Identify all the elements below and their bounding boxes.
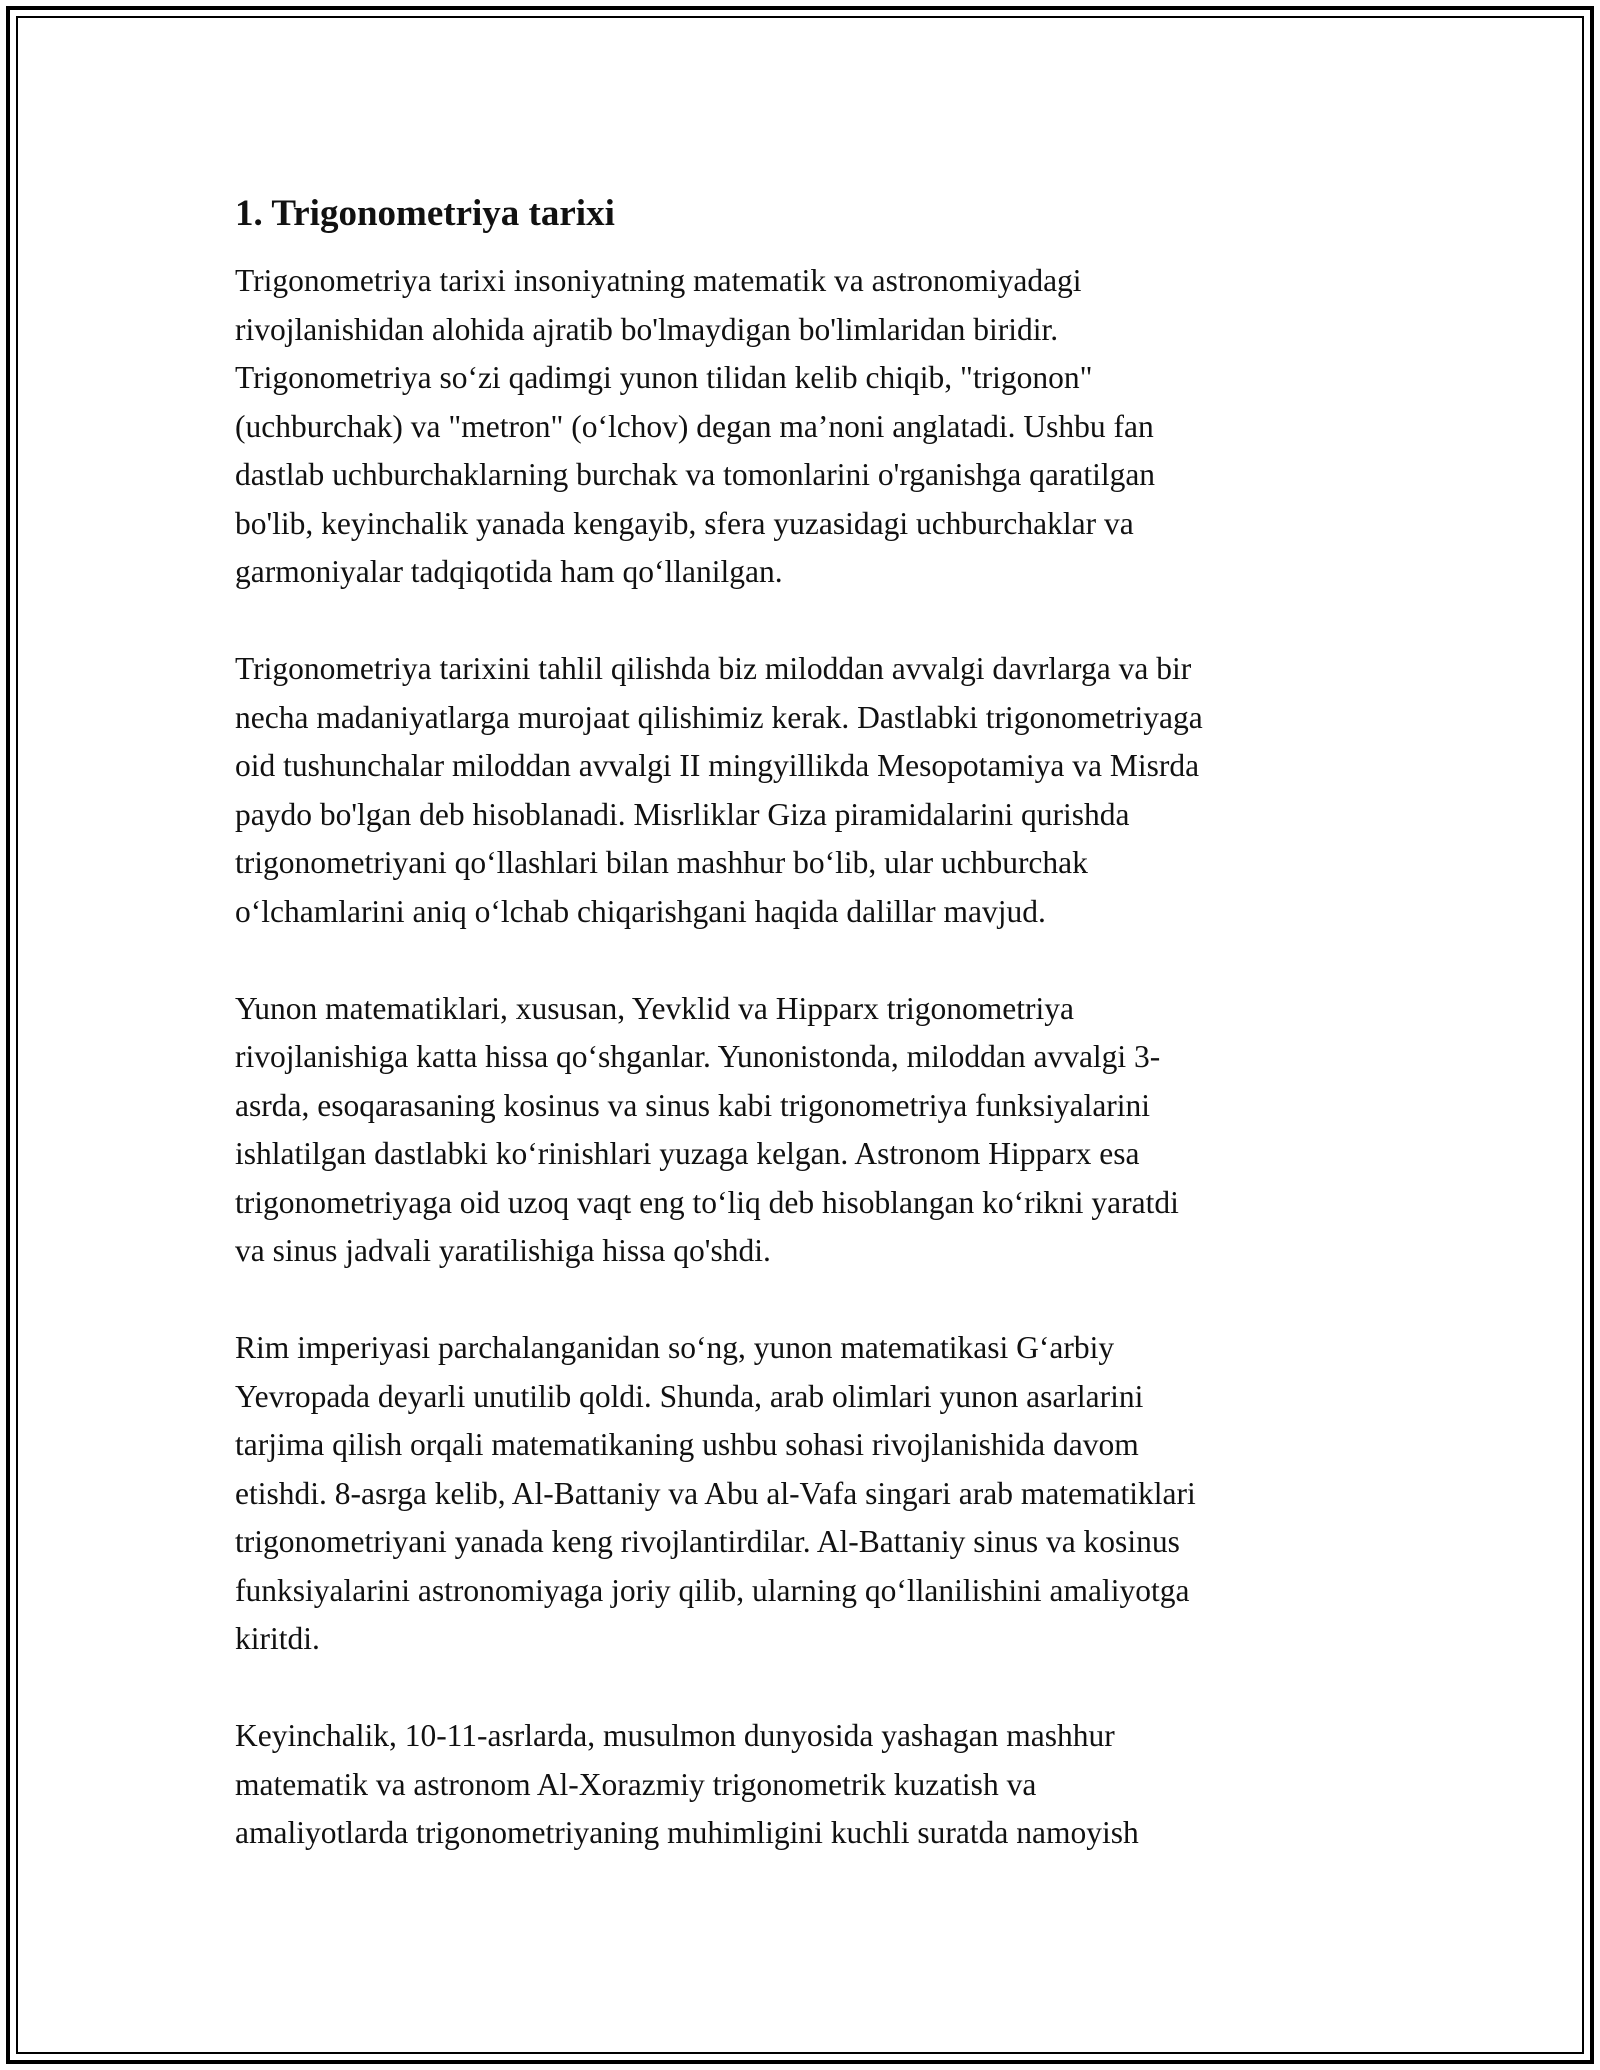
- text-line: Keyinchalik, 10-11-asrlarda, musulmon dunyosida yashagan mashhur: [235, 1718, 1115, 1753]
- text-line: ishlatilgan dastlabki ko‘rinishlari yuzaga kelgan. Astronom Hipparx esa: [235, 1136, 1140, 1171]
- text-line: garmoniyalar tadqiqotida ham qo‘llanilgan.: [235, 554, 783, 589]
- text-line: trigonometriyani qo‘llashlari bilan mashhur bo‘lib, ular uchburchak: [235, 845, 1088, 880]
- text-line: amaliyotlarda trigonometriyaning muhimligini kuchli suratda namoyish: [235, 1815, 1139, 1850]
- text-line: rivojlanishiga katta hissa qo‘shganlar. Yunonistonda, miloddan avvalgi 3-: [235, 1039, 1161, 1074]
- paragraph-4: [235, 1324, 1365, 1664]
- paragraph-2: [235, 645, 1365, 936]
- text-line: matematik va astronom Al-Xorazmiy trigonometrik kuzatish va: [235, 1766, 1037, 1802]
- text-line: etishdi. 8-asrga kelib, Al-Battaniy va Abu al-Vafa singari arab matematiklari: [235, 1475, 1196, 1511]
- document-body: [235, 190, 1365, 1906]
- text-line: dastlab uchburchaklarning burchak va tomonlarini o'rganishga qaratilgan: [235, 457, 1156, 492]
- text-line: va sinus jadvali yaratilishiga hissa qo'shdi.: [235, 1233, 771, 1268]
- text-line: trigonometriyaga oid uzoq vaqt eng to‘liq deb hisoblangan ko‘rikni yaratdi: [235, 1184, 1179, 1220]
- text-line: Trigonometriya tarixini tahlil qilishda biz miloddan avvalgi davrlarga va bir: [235, 651, 1192, 686]
- text-line: Rim imperiyasi parchalanganidan so‘ng, yunon matematikasi G‘arbiy: [235, 1330, 1115, 1365]
- text-line: necha madaniyatlarga murojaat qilishimiz kerak. Dastlabki trigonometriyaga: [235, 699, 1203, 735]
- text-line: Trigonometriya tarixi insoniyatning matematik va astronomiyadagi: [235, 263, 1082, 298]
- paragraph-5: [235, 1712, 1365, 1858]
- text-line: rivojlanishidan alohida ajratib bo'lmaydigan bo'limlaridan biridir.: [235, 311, 1059, 347]
- paragraph-3: [235, 985, 1365, 1276]
- text-line: tarjima qilish orqali matematikaning ushbu sohasi rivojlanishida davom: [235, 1427, 1139, 1462]
- text-line: kiritdi.: [235, 1621, 320, 1656]
- text-line: bo'lib, keyinchalik yanada kengayib, sfera yuzasidagi uchburchaklar va: [235, 505, 1134, 541]
- text-line: asrda, esoqarasaning kosinus va sinus kabi trigonometriya funksiyalarini: [235, 1087, 1151, 1123]
- text-line: (uchburchak) va "metron" (o‘lchov) degan ma’noni anglatadi. Ushbu fan: [235, 408, 1154, 444]
- text-line: paydo bo'lgan deb hisoblanadi. Misrliklar Giza piramidalarini qurishda: [235, 796, 1130, 832]
- text-line: Yunon matematiklari, xususan, Yevklid va Hipparx trigonometriya: [235, 990, 1074, 1026]
- text-line: o‘lchamlarini aniq o‘lchab chiqarishgani haqida dalillar mavjud.: [235, 893, 1046, 929]
- text-line: funksiyalarini astronomiyaga joriy qilib, ularning qo‘llanilishini amaliyotga: [235, 1572, 1190, 1608]
- text-line: Yevropada deyarli unutilib qoldi. Shunda, arab olimlari yunon asarlarini: [235, 1378, 1144, 1414]
- document-title: 1. Trigonometriya tarixi: [235, 193, 615, 234]
- paragraph-1: [235, 257, 1365, 597]
- text-line: oid tushunchalar miloddan avvalgi II mingyillikda Mesopotamiya va Misrda: [235, 748, 1200, 783]
- text-line: Trigonometriya so‘zi qadimgi yunon tilidan kelib chiqib, "trigonon": [235, 360, 1093, 395]
- text-line: trigonometriyani yanada keng rivojlantirdilar. Al-Battaniy sinus va kosinus: [235, 1524, 1180, 1559]
